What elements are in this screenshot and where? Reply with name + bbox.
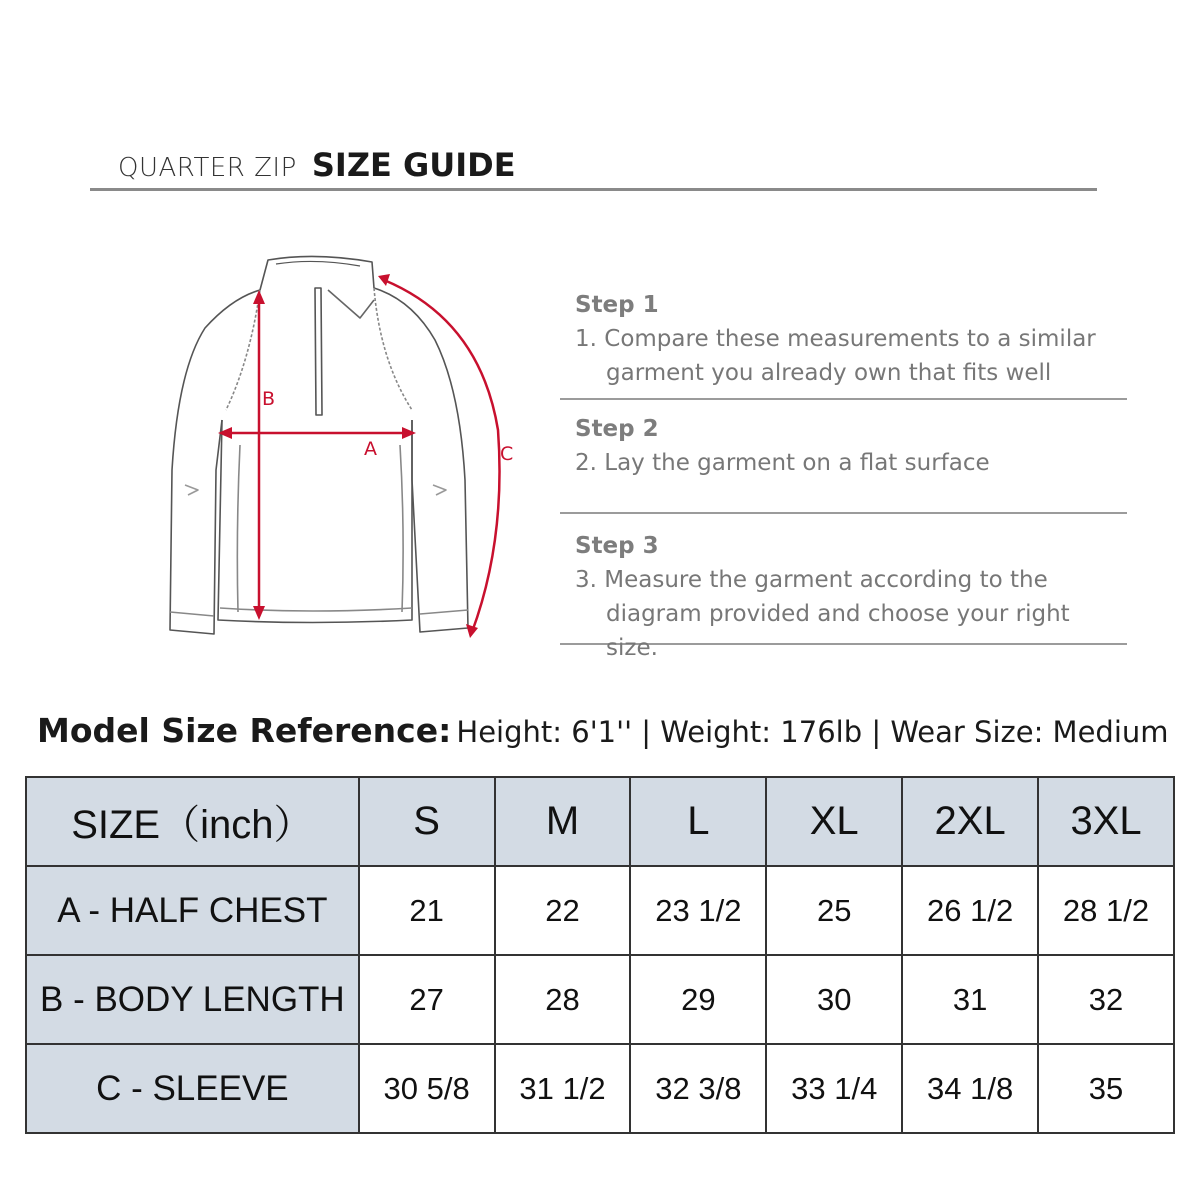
row-label-sleeve: C - SLEEVE [26,1044,359,1133]
model-reference-label: Model Size Reference: [37,711,452,750]
label-c: C [500,443,514,465]
table-cell: 34 1/8 [902,1044,1038,1133]
table-cell: 33 1/4 [766,1044,902,1133]
table-cell: 28 [495,955,631,1044]
size-header-label: SIZE（inch） [26,777,359,866]
size-header-cell: 3XL [1038,777,1174,866]
step-3-line2: diagram provided and choose your right size. [606,601,1070,661]
size-table [25,776,1175,1134]
model-reference-values: Height: 6'1'' | Weight: 176lb | Wear Size: Medium [456,715,1169,749]
size-header-cell: 2XL [902,777,1038,866]
row-label-half-chest: A - HALF CHEST [26,866,359,955]
measurement-steps [560,288,1127,661]
table-cell: 32 3/8 [630,1044,766,1133]
label-a: A [364,438,377,460]
step-3 [560,529,1127,661]
size-header-cell: M [495,777,631,866]
table-cell: 22 [495,866,631,955]
table-cell: 31 1/2 [495,1044,631,1133]
table-cell: 30 [766,955,902,1044]
step-1-line1: Compare these measurements to a similar [604,326,1096,352]
table-row [26,1044,1174,1133]
step-2-line1: Lay the garment on a flat surface [604,450,990,476]
table-row [26,955,1174,1044]
step-3-line1: Measure the garment according to the [604,567,1048,593]
model-size-reference [37,711,1169,750]
table-cell: 27 [359,955,495,1044]
step-2 [560,412,1127,514]
page-title [118,146,516,184]
size-header-cell: XL [766,777,902,866]
table-cell: 31 [902,955,1038,1044]
step-2-num: 2. [575,450,597,476]
step-2-text [560,446,1127,480]
table-cell: 28 1/2 [1038,866,1174,955]
step-1-line2: garment you already own that fits well [606,360,1052,386]
size-header-row [26,777,1174,866]
title-product: QUARTER ZIP [118,153,297,183]
table-cell: 26 1/2 [902,866,1038,955]
step-1-text [560,322,1127,390]
size-header-cell: L [630,777,766,866]
table-row [26,866,1174,955]
row-label-body-length: B - BODY LENGTH [26,955,359,1044]
measurement-lines [218,274,500,638]
table-cell: 25 [766,866,902,955]
table-cell: 30 5/8 [359,1044,495,1133]
table-cell: 23 1/2 [630,866,766,955]
step-3-num: 3. [575,567,597,593]
step-1 [560,288,1127,400]
garment-outline [170,256,468,634]
title-divider [90,188,1097,191]
step-1-num: 1. [575,326,597,352]
step-2-title: Step 2 [575,416,659,442]
quarter-zip-diagram [150,240,530,660]
step-3-title: Step 3 [575,533,659,559]
step-3-text [560,563,1127,665]
step-1-title: Step 1 [575,292,659,318]
label-b: B [262,388,276,410]
table-cell: 32 [1038,955,1174,1044]
table-cell: 29 [630,955,766,1044]
table-cell: 35 [1038,1044,1174,1133]
size-header-cell: S [359,777,495,866]
title-size-guide: SIZE GUIDE [311,146,516,184]
table-cell: 21 [359,866,495,955]
